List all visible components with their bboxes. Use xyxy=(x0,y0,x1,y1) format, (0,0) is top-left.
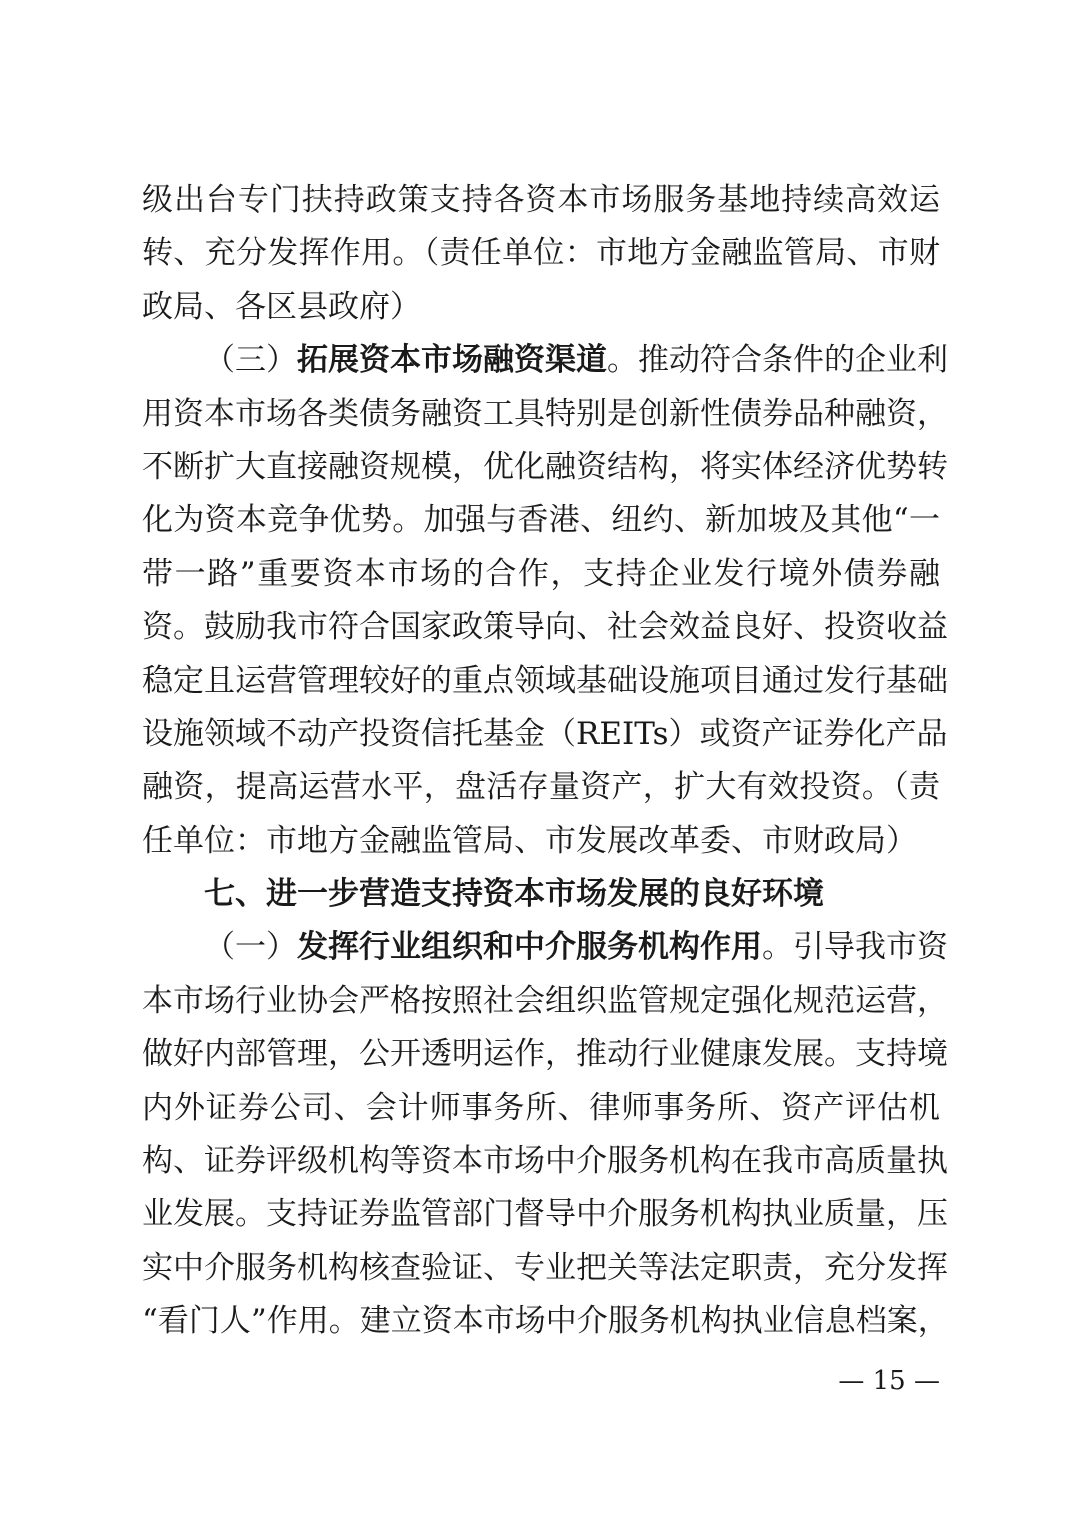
text-line: 融资，提高运营水平，盘活存量资产，扩大有效投资。（责 xyxy=(142,769,940,806)
paragraph-7-1-first-line xyxy=(142,921,948,974)
text-line: 稳定且运营管理较好的重点领域基础设施项目通过发行基础 xyxy=(142,662,948,699)
section-heading: 七、进一步营造支持资本市场发展的良好环境 xyxy=(204,876,824,913)
text-line: 任单位：市地方金融监管局、市发展改革委、市财政局） xyxy=(142,822,917,859)
text-line: 内外证券公司、会计师事务所、律师事务所、资产评估机 xyxy=(142,1089,940,1126)
paragraph-7-1-title: 发挥行业组织和中介服务机构作用 xyxy=(297,929,762,966)
paragraph-3-rest: 。推动符合条件的企业利 xyxy=(607,342,948,379)
paragraph-3-lead: （三） xyxy=(204,342,297,379)
text-line: 设施领域不动产投资信托基金（REITs）或资产证券化产品 xyxy=(142,715,948,752)
text-line: 带一路”重要资本市场的合作，支持企业发行境外债券融 xyxy=(142,555,940,592)
text-line: 实中介服务机构核查验证、专业把关等法定职责，充分发挥 xyxy=(142,1249,948,1286)
page-number: — 15 — xyxy=(838,1366,940,1396)
text-line: “看门人”作用。建立资本市场中介服务机构执业信息档案， xyxy=(142,1303,949,1340)
text-line: 转、充分发挥作用。（责任单位：市地方金融监管局、市财 xyxy=(142,235,940,272)
paragraph-7-1-lead: （一） xyxy=(204,929,297,966)
paragraph-3-title: 拓展资本市场融资渠道 xyxy=(297,342,607,379)
text-line: 本市场行业协会严格按照社会组织监管规定强化规范运营， xyxy=(142,982,948,1019)
text-line: 政局、各区县政府） xyxy=(142,288,421,325)
paragraph-7-1-rest: 。引导我市资 xyxy=(762,929,948,966)
paragraph-3-first-line xyxy=(142,334,948,387)
text-line: 化为资本竞争优势。加强与香港、纽约、新加坡及其他“一 xyxy=(142,502,940,539)
text-line: 资。鼓励我市符合国家政策导向、社会效益良好、投资收益 xyxy=(142,609,948,646)
body-text xyxy=(142,174,949,1349)
text-line: 用资本市场各类债务融资工具特别是创新性债券品种融资， xyxy=(142,395,948,432)
text-line: 不断扩大直接融资规模，优化融资结构，将实体经济优势转 xyxy=(142,448,948,485)
text-line: 级出台专门扶持政策支持各资本市场服务基地持续高效运 xyxy=(142,182,940,218)
text-line: 做好内部管理，公开透明运作，推动行业健康发展。支持境 xyxy=(142,1036,948,1073)
text-line: 业发展。支持证券监管部门督导中介服务机构执业质量，压 xyxy=(142,1196,948,1233)
text-line: 构、证券评级机构等资本市场中介服务机构在我市高质量执 xyxy=(142,1143,948,1180)
